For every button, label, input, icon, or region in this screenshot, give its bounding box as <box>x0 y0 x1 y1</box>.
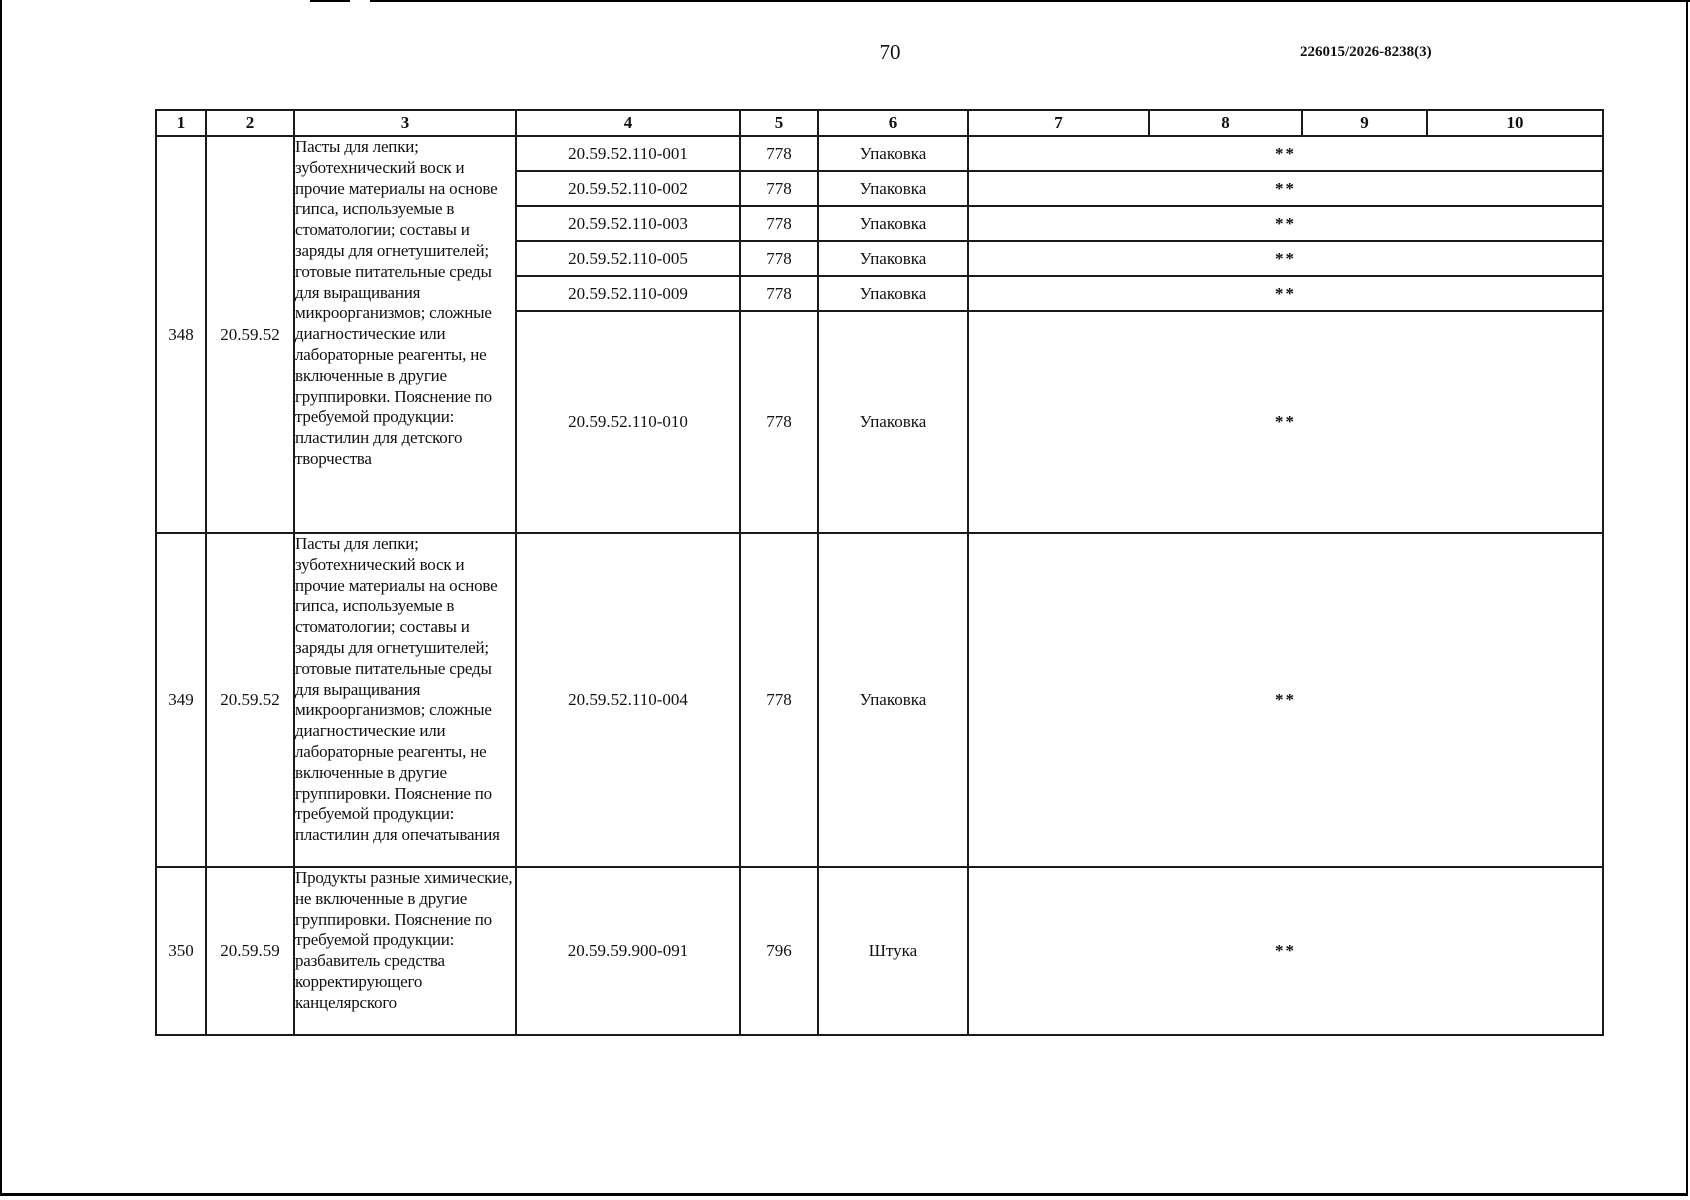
scan-edge-line <box>370 0 1690 2</box>
ktru-code: 20.59.52.110-005 <box>516 241 740 276</box>
column-header: 7 <box>968 110 1149 136</box>
product-description: Продукты разные химические, не включенные в другие группировки. Пояснение по требуемой продукции: разбавитель средства корректирующего канцелярского <box>294 867 516 1035</box>
unit-name: Упаковка <box>818 136 968 171</box>
ktru-code: 20.59.59.900-091 <box>516 867 740 1035</box>
okpd-code: 20.59.52 <box>206 136 294 533</box>
unit-name: Упаковка <box>818 311 968 533</box>
unit-code: 778 <box>740 136 818 171</box>
unit-code: 778 <box>740 206 818 241</box>
unit-name: Упаковка <box>818 171 968 206</box>
product-description: Пасты для лепки; зуботехнический воск и прочие материалы на основе гипса, используемые в стоматологии; составы и заряды для огнетушителей; готовые питательные среды для выращивания микроорганизмов; сложные диагностические или лабораторные реагенты, не включенные в другие группировки. Пояснение по требуемой продукции: пластилин для опечатывания <box>294 533 516 867</box>
unit-name: Упаковка <box>818 533 968 867</box>
unit-name: Упаковка <box>818 276 968 311</box>
merged-note: ** <box>968 311 1603 533</box>
merged-note: ** <box>968 136 1603 171</box>
column-header: 1 <box>156 110 206 136</box>
column-header: 6 <box>818 110 968 136</box>
unit-code: 796 <box>740 867 818 1035</box>
column-header: 5 <box>740 110 818 136</box>
column-header: 3 <box>294 110 516 136</box>
scan-edge-line <box>310 0 350 2</box>
merged-note: ** <box>968 276 1603 311</box>
okpd-code: 20.59.52 <box>206 533 294 867</box>
document-id: 226015/2026-8238(3) <box>1300 44 1432 60</box>
merged-note: ** <box>968 241 1603 276</box>
unit-code: 778 <box>740 533 818 867</box>
ktru-code: 20.59.52.110-002 <box>516 171 740 206</box>
unit-code: 778 <box>740 171 818 206</box>
row-number: 350 <box>156 867 206 1035</box>
unit-name: Упаковка <box>818 206 968 241</box>
table-row <box>156 867 1603 1035</box>
merged-note: ** <box>968 867 1603 1035</box>
unit-code: 778 <box>740 311 818 533</box>
column-header: 10 <box>1427 110 1603 136</box>
unit-name: Упаковка <box>818 241 968 276</box>
row-number: 348 <box>156 136 206 533</box>
ktru-code: 20.59.52.110-001 <box>516 136 740 171</box>
merged-note: ** <box>968 206 1603 241</box>
ktru-code: 20.59.52.110-003 <box>516 206 740 241</box>
merged-note: ** <box>968 533 1603 867</box>
unit-code: 778 <box>740 241 818 276</box>
page-number: 70 <box>879 40 901 64</box>
table-row <box>156 533 1603 867</box>
ktru-code: 20.59.52.110-010 <box>516 311 740 533</box>
product-description: Пасты для лепки; зуботехнический воск и прочие материалы на основе гипса, используемые в стоматологии; составы и заряды для огнетушителей; готовые питательные среды для выращивания микроорганизмов; сложные диагностические или лабораторные реагенты, не включенные в другие группировки. Пояснение по требуемой продукции: пластилин для детского творчества <box>294 136 516 533</box>
column-header: 4 <box>516 110 740 136</box>
column-header: 2 <box>206 110 294 136</box>
ktru-code: 20.59.52.110-009 <box>516 276 740 311</box>
ktru-code: 20.59.52.110-004 <box>516 533 740 867</box>
row-number: 349 <box>156 533 206 867</box>
unit-name: Штука <box>818 867 968 1035</box>
header-row <box>156 110 1603 136</box>
column-header: 8 <box>1149 110 1302 136</box>
unit-code: 778 <box>740 276 818 311</box>
table-row <box>156 136 1603 171</box>
column-header: 9 <box>1302 110 1427 136</box>
okpd-code: 20.59.59 <box>206 867 294 1035</box>
product-table <box>155 109 1604 1036</box>
merged-note: ** <box>968 171 1603 206</box>
